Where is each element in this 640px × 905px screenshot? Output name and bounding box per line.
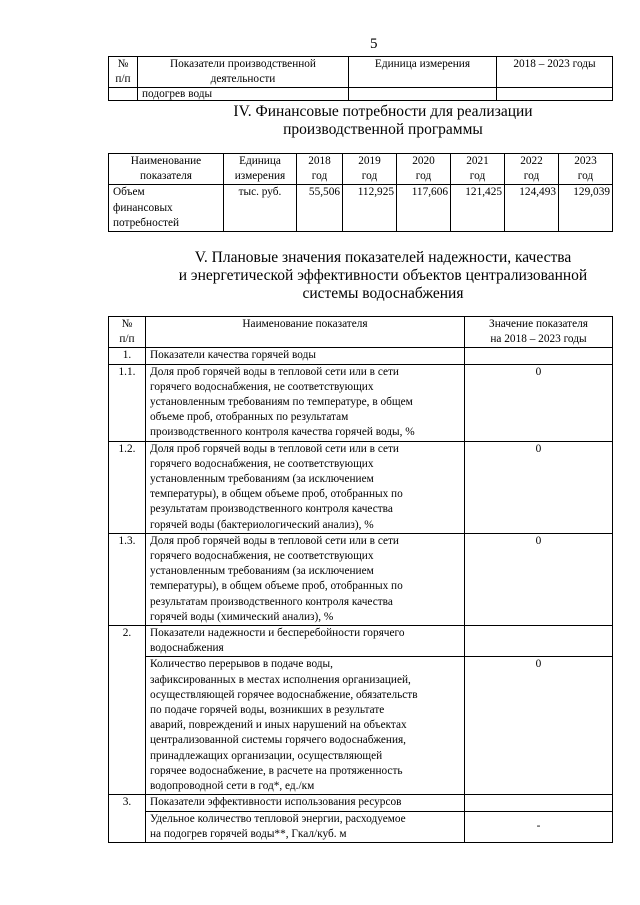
header-cell: Единица измерения xyxy=(349,57,497,88)
header-cell: 2021 год xyxy=(451,154,505,185)
value-cell: 124,493 xyxy=(505,185,559,232)
indicator-name: Показатели качества горячей воды xyxy=(146,348,465,364)
header-cell: Показатели производственной деятельности xyxy=(138,57,349,88)
indicator-value: 0 xyxy=(465,441,613,533)
cell xyxy=(109,88,138,101)
table-row xyxy=(109,441,613,533)
header-cell: 2018 – 2023 годы xyxy=(497,57,613,88)
table-row xyxy=(109,348,613,364)
value-cell: 117,606 xyxy=(397,185,451,232)
financial-table xyxy=(108,153,613,232)
row-number: 1.3. xyxy=(109,533,146,625)
table-row xyxy=(109,795,613,811)
indicator-value xyxy=(465,626,613,657)
indicator-value: - xyxy=(465,811,613,842)
header-cell: 2018 год xyxy=(297,154,343,185)
header-cell: № п/п xyxy=(109,57,138,88)
header-cell: 2022 год xyxy=(505,154,559,185)
indicator-name: Количество перерывов в подаче воды, зафиксированных в местах исполнения организацией, осуществляющей горячее водоснабжение, обязательств по подаче горячей воды, возникших в результате аварий, повреждений и иных нарушений на объектах централизованной системы горячего водоснабжения, принадлежащих организации, осуществляющей горячее водоснабжение, в расчете на протяженность водопроводной сети в год*, ед./км xyxy=(146,657,465,795)
indicator-name: Удельное количество тепловой энергии, расходуемое на подогрев горячей воды**, Гкал/куб. м xyxy=(146,811,465,842)
cell xyxy=(349,88,497,101)
indicator-name: Показатели эффективности использования ресурсов xyxy=(146,795,465,811)
indicator-name: Объем финансовых потребностей xyxy=(109,185,224,232)
indicator-value: 0 xyxy=(465,533,613,625)
table-row xyxy=(109,88,613,101)
production-table xyxy=(108,56,613,101)
table-row xyxy=(109,657,613,795)
header-cell: Наименование показателя xyxy=(146,317,465,348)
header-cell: Значение показателя на 2018 – 2023 годы xyxy=(465,317,613,348)
indicator-name: Показатели надежности и бесперебойности горячего водоснабжения xyxy=(146,626,465,657)
indicators-table xyxy=(108,316,613,843)
cell: подогрев воды xyxy=(138,88,349,101)
indicator-value: 0 xyxy=(465,364,613,441)
header-cell: Наименование показателя xyxy=(109,154,224,185)
indicator-value xyxy=(465,348,613,364)
row-number: 3. xyxy=(109,795,146,843)
section4-title: IV. Финансовые потребности для реализации производственной программы xyxy=(233,103,533,138)
indicator-value: 0 xyxy=(465,657,613,795)
table-header-row xyxy=(109,317,613,348)
table-row xyxy=(109,185,613,232)
indicator-name: Доля проб горячей воды в тепловой сети или в сети горячего водоснабжения, не соответствующих установленным требованиям (за исключением температуры), в общем объеме проб, отобранных по результатам производственного контроля качества горячей воды (химический анализ), % xyxy=(146,533,465,625)
cell xyxy=(497,88,613,101)
section5-title: V. Плановые значения показателей надежности, качества и энергетической эффективности объектов централизованной системы водоснабжения xyxy=(178,249,588,302)
header-cell: 2020 год xyxy=(397,154,451,185)
row-number: 1.1. xyxy=(109,364,146,441)
value-cell: 121,425 xyxy=(451,185,505,232)
page-number: 5 xyxy=(370,36,378,52)
unit-cell: тыс. руб. xyxy=(224,185,297,232)
header-cell: 2023 год xyxy=(559,154,613,185)
row-number: 1.2. xyxy=(109,441,146,533)
row-number: 2. xyxy=(109,626,146,795)
value-cell: 129,039 xyxy=(559,185,613,232)
row-number: 1. xyxy=(109,348,146,364)
value-cell: 55,506 xyxy=(297,185,343,232)
table-row xyxy=(109,364,613,441)
indicator-name: Доля проб горячей воды в тепловой сети или в сети горячего водоснабжения, не соответствующих установленным требованиям (за исключением температуры), в общем объеме проб, отобранных по результатам производственного контроля качества горячей воды (бактериологический анализ), % xyxy=(146,441,465,533)
table-row xyxy=(109,811,613,842)
table-header-row xyxy=(109,57,613,88)
header-cell: № п/п xyxy=(109,317,146,348)
header-cell: Единица измерения xyxy=(224,154,297,185)
indicator-name: Доля проб горячей воды в тепловой сети или в сети горячего водоснабжения, не соответствующих установленным требованиям по температуре, в общем объеме проб, отобранных по результатам производственного контроля качества горячей воды, % xyxy=(146,364,465,441)
indicator-value xyxy=(465,795,613,811)
header-cell: 2019 год xyxy=(343,154,397,185)
table-header-row xyxy=(109,154,613,185)
value-cell: 112,925 xyxy=(343,185,397,232)
table-row xyxy=(109,626,613,657)
table-row xyxy=(109,533,613,625)
